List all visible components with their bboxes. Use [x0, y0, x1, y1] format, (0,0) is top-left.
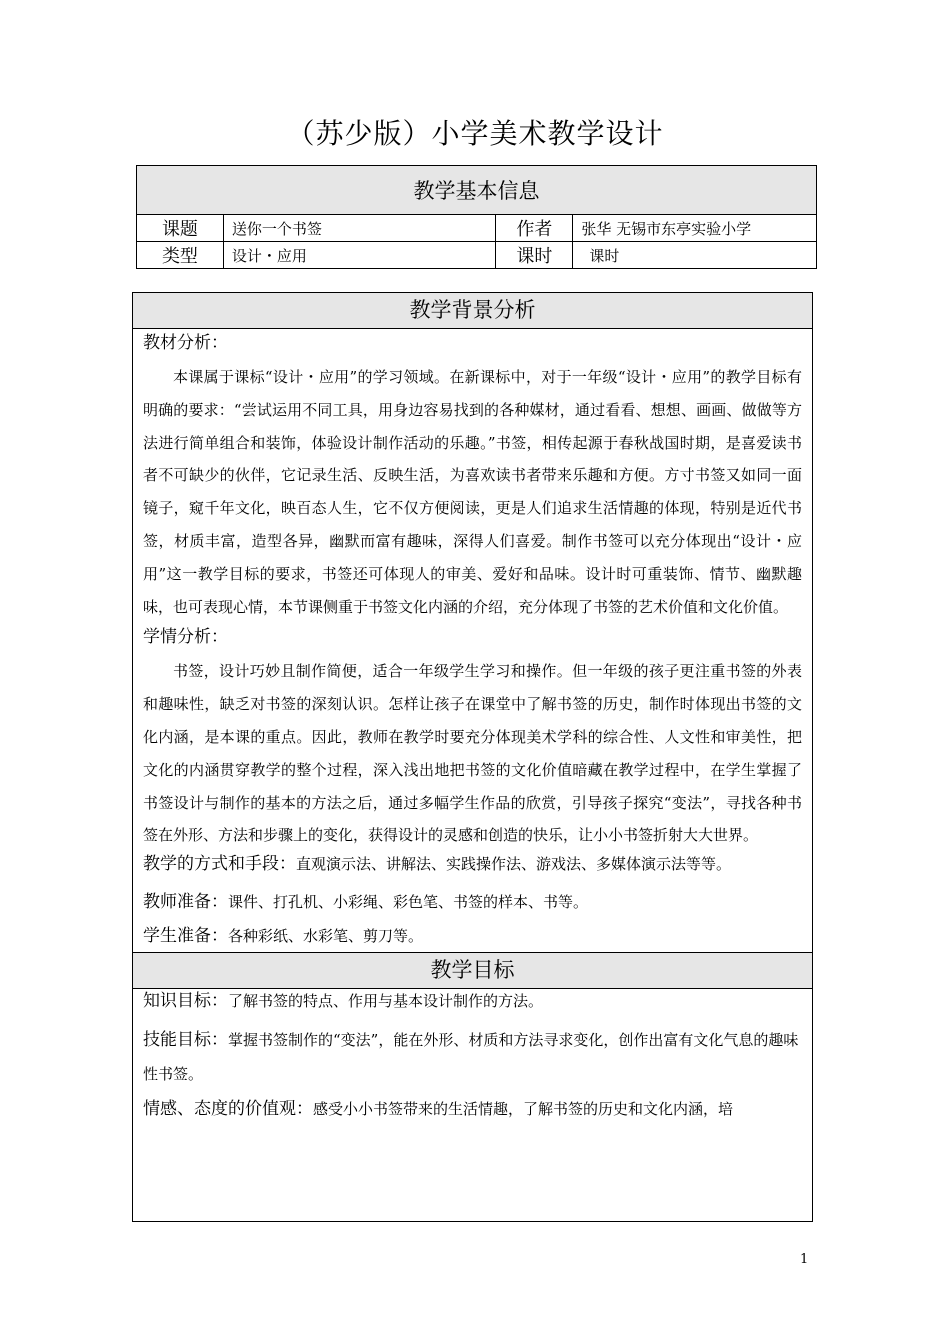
type-value: 设计・应用 — [223, 242, 496, 269]
knowledge-label: 知识目标： — [143, 991, 228, 1012]
teacher-prep-line — [143, 890, 802, 914]
method-text: 直观演示法、讲解法、实践操作法、游戏法、多媒体演示法等等。 — [296, 855, 732, 874]
method-label: 教学的方式和手段： — [143, 854, 296, 875]
topic-value: 送你一个书签 — [223, 215, 496, 242]
emotion-text: 感受小小书签带来的生活情趣，了解书签的历史和文化内涵，培 — [313, 1100, 734, 1119]
topic-label: 课题 — [137, 215, 224, 242]
page-title: （苏少版）小学美术教学设计 — [286, 117, 664, 150]
teacher-prep-text: 课件、打孔机、小彩绳、彩色笔、书签的样本、书等。 — [228, 893, 589, 912]
student-prep-line — [143, 924, 802, 948]
knowledge-text: 了解书签的特点、作用与基本设计制作的方法。 — [228, 992, 544, 1011]
student-prep-text: 各种彩纸、水彩笔、剪刀等。 — [228, 927, 424, 946]
skill-label: 技能目标： — [143, 1030, 228, 1051]
table-row — [137, 215, 817, 242]
student-text: 书签，设计巧妙且制作简便，适合一年级学生学习和操作。但一年级的孩子更注重书签的外表和趣味性，缺乏对书签的深刻认识。怎样让孩子在课堂中了解书签的历史，制作时体现出书签的文化内涵，是本课的重点。因此，教师在教学时要充分体现美术学科的综合性、人文性和审美性，把文化的内涵贯穿教学的整个过程，深入浅出地把书签的文化价值暗藏在教学过程中，在学生掌握了书签设计与制作的基本的方法之后，通过多幅学生作品的欣赏，引导孩子探究“变法”，寻找各种书签在外形、方法和步骤上的变化，获得设计的灵感和创造的快乐，让小小书签折射大大世界。 — [143, 662, 802, 845]
skill-text: 掌握书签制作的“变法”，能在外形、材质和方法寻求变化，创作出富有文化气息的趣味性书签。 — [143, 1031, 799, 1084]
author-label: 作者 — [496, 215, 573, 242]
period-value: 课时 — [573, 242, 817, 269]
method-line — [143, 852, 802, 876]
page-number: 1 — [800, 1252, 809, 1267]
knowledge-line — [143, 989, 802, 1013]
objectives-content — [133, 989, 812, 1121]
objectives-header: 教学目标 — [133, 952, 812, 989]
teacher-prep-label: 教师准备： — [143, 892, 228, 913]
table-row — [137, 242, 817, 269]
emotion-line — [143, 1097, 802, 1121]
material-label: 教材分析： — [143, 333, 228, 353]
background-content — [133, 331, 812, 948]
student-prep-label: 学生准备： — [143, 926, 228, 947]
student-label: 学情分析： — [143, 627, 228, 648]
period-label: 课时 — [496, 242, 573, 269]
material-text: 本课属于课标“设计・应用”的学习领域。在新课标中，对于一年级“设计・应用”的教学目标有明确的要求：“尝试运用不同工具，用身边容易找到的各种媒材，通过看看、想想、画画、做做等方法进行简单组合和装饰，体验设计制作活动的乐趣。”书签，相传起源于春秋战国时期，是喜爱读书者不可缺少的伙伴，它记录生活、反映生活，为喜欢读书者带来乐趣和方便。方寸书签又如同一面镜子，窥千年文化，映百态人生，它不仅方便阅读，更是人们追求生活情趣的体现，特别是近代书签，材质丰富，造型各异，幽默而富有趣味，深得人们喜爱。制作书签可以充分体现出“设计・应用”这一教学目标的要求，书签还可体现人的审美、爱好和品味。设计时可重装饰、情节、幽默趣味，也可表现心情，本节课侧重于书签文化内涵的介绍，充分体现了书签的艺术价值和文化价值。 — [143, 368, 802, 616]
basic-info-table — [136, 165, 817, 269]
background-section — [132, 292, 813, 1222]
background-header: 教学背景分析 — [133, 293, 812, 329]
type-label: 类型 — [137, 242, 224, 269]
basic-info-header: 教学基本信息 — [137, 166, 817, 215]
emotion-label: 情感、态度的价值观： — [143, 1099, 313, 1120]
author-value: 张华 无锡市东亭实验小学 — [573, 215, 817, 242]
skill-line — [143, 1023, 802, 1091]
